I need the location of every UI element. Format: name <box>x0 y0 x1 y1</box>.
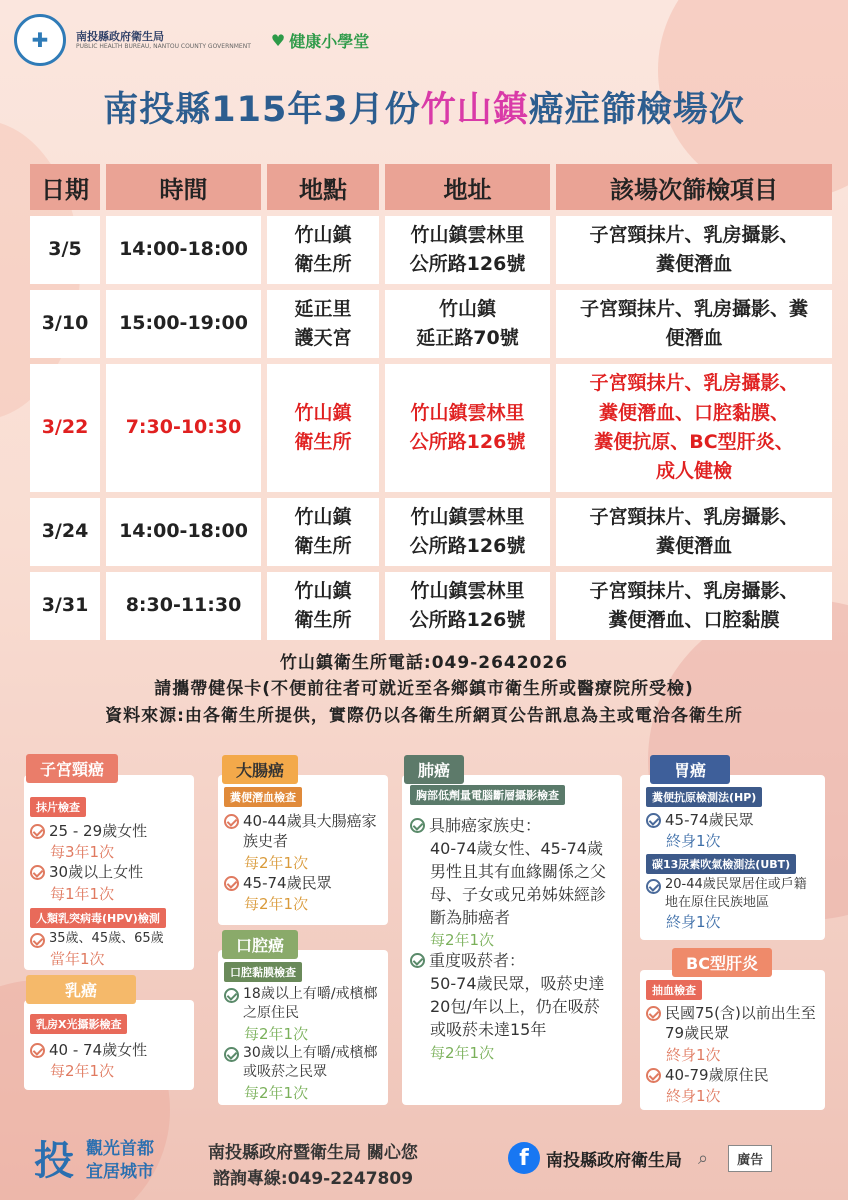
frequency-text: 終身1次 <box>666 913 721 932</box>
frequency-text: 每1年1次 <box>50 884 115 903</box>
criteria-text: 重度吸菸者： <box>429 951 526 971</box>
header-items: 該場次篩檢項目 <box>556 164 832 210</box>
cell-time: 7:30-10:30 <box>106 364 261 492</box>
cell-address: 竹山鎮雲林里 公所路126號 <box>385 498 550 566</box>
cell-time: 14:00-18:00 <box>106 498 261 566</box>
cell-date: 3/5 <box>30 216 100 284</box>
table-row-highlighted <box>30 364 832 492</box>
fobt-tag: 糞便潛血檢查 <box>224 787 302 807</box>
table-row <box>30 498 832 566</box>
ad-label: 廣告 <box>728 1145 772 1172</box>
frequency-text: 終身1次 <box>666 1086 721 1105</box>
cell-date: 3/31 <box>30 572 100 640</box>
check-icon <box>410 818 425 833</box>
org-name: 南投縣政府衛生局 PUBLIC HEALTH BUREAU, NANTOU COUNTY GOVERNMENT <box>76 29 251 50</box>
colon-title: 大腸癌 <box>222 755 298 784</box>
check-icon <box>646 1006 661 1021</box>
cell-place: 竹山鎮 衛生所 <box>267 498 379 566</box>
facebook-page-name: 南投縣政府衛生局 <box>546 1150 682 1171</box>
frequency-text: 每2年1次 <box>430 1043 495 1062</box>
table-header-row <box>30 164 832 210</box>
header-date: 日期 <box>30 164 100 210</box>
ubt-tag: 碳13尿素吹氣檢測法(UBT) <box>646 854 796 874</box>
check-icon <box>224 814 239 829</box>
criteria-text: 具肺癌家族史： <box>429 816 542 835</box>
check-icon <box>30 1043 45 1058</box>
criteria-detail: 40-74歲女性、45-74歲男性且其有血緣關係之父母、子女或兄弟姊妹經診斷為肺癌者 <box>430 838 607 928</box>
health-class-label: ♥ 健康小學堂 <box>270 30 370 51</box>
header-time: 時間 <box>106 164 261 210</box>
cell-time: 15:00-19:00 <box>106 290 261 358</box>
bureau-logo-icon: ✚ <box>14 14 66 66</box>
page-title: 南投縣115年3月份竹山鎮癌症篩檢場次 <box>103 90 745 130</box>
hpv-tag: 人類乳突病毒(HPV)檢測 <box>30 908 166 928</box>
oral-title: 口腔癌 <box>222 930 298 959</box>
frequency-text: 每3年1次 <box>50 843 115 862</box>
breast-cancer-card <box>24 1000 194 1090</box>
nantou-badge: 投 <box>34 1138 74 1184</box>
cell-address: 竹山鎮雲林里 公所路126號 <box>385 572 550 640</box>
oral-cancer-card <box>218 950 388 1105</box>
cell-items: 子宮頸抹片、乳房攝影、 糞便潛血 <box>556 216 832 284</box>
cell-date: 3/22 <box>30 364 100 492</box>
breast-title: 乳癌 <box>26 975 136 1004</box>
criteria-text: 民國75(含)以前出生至79歲民眾 <box>665 1004 816 1043</box>
header-place: 地點 <box>267 164 379 210</box>
mammogram-tag: 乳房X光攝影檢查 <box>30 1014 127 1034</box>
colon-cancer-card <box>218 775 388 925</box>
table-row <box>30 290 832 358</box>
cervical-cancer-card <box>24 775 194 970</box>
frequency-text: 每2年1次 <box>244 853 309 872</box>
criteria-text: 45-74歲民眾 <box>243 873 332 892</box>
check-icon <box>646 879 661 894</box>
clinic-phone: 竹山鎮衛生所電話:049-2642026 <box>279 653 569 673</box>
hepatitis-card <box>640 970 825 1110</box>
criteria-text: 25 - 29歲女性 <box>49 822 148 840</box>
frequency-text: 每2年1次 <box>244 1083 309 1102</box>
criteria-text: 18歲以上有嚼/戒檳榔之原住民 <box>243 986 378 1021</box>
cell-address: 竹山鎮雲林里 公所路126號 <box>385 364 550 492</box>
oral-mucosa-tag: 口腔黏膜檢查 <box>224 962 302 982</box>
frequency-text: 終身1次 <box>666 1045 721 1064</box>
frequency-text: 終身1次 <box>666 832 721 851</box>
frequency-text: 每2年1次 <box>244 1024 309 1043</box>
contact-info <box>0 650 848 729</box>
cell-items: 子宮頸抹片、乳房攝影、 糞便潛血、口腔黏膜 <box>556 572 832 640</box>
check-icon <box>224 988 239 1003</box>
pap-smear-tag: 抹片檢查 <box>30 797 86 817</box>
criteria-text: 45-74歲民眾 <box>665 811 754 829</box>
criteria-detail: 50-74歲民眾，吸菸史達20包/年以上，仍在吸菸或吸菸未達15年 <box>430 973 605 1040</box>
cell-items: 子宮頸抹片、乳房攝影、 糞便潛血、口腔黏膜、 糞便抗原、BC型肝炎、 成人健檢 <box>556 364 832 492</box>
schedule-table <box>24 158 838 646</box>
criteria-text: 30歲以上女性 <box>49 863 144 882</box>
cell-place: 延正里 護天宮 <box>267 290 379 358</box>
bring-card-note: 請攜帶健保卡(不便前往者可就近至各鄉鎮市衛生所或醫療院所受檢) <box>154 679 694 700</box>
criteria-text: 20-44歲民眾居住或戶籍地在原住民族地區 <box>665 877 807 910</box>
stomach-cancer-card <box>640 775 825 940</box>
check-icon <box>30 865 45 880</box>
check-icon <box>30 824 45 839</box>
criteria-text: 30歲以上有嚼/戒檳榔或吸菸之民眾 <box>243 1044 378 1080</box>
cell-address: 竹山鎮雲林里 公所路126號 <box>385 216 550 284</box>
criteria-text: 35歲、45歲、65歲 <box>49 930 164 946</box>
cervical-title: 子宮頸癌 <box>26 754 118 783</box>
check-icon <box>646 813 661 828</box>
footer-org: 南投縣政府暨衛生局 關心您 諮詢專線:049-2247809 <box>208 1143 418 1190</box>
check-icon <box>410 953 425 968</box>
frequency-text: 每2年1次 <box>50 1062 115 1081</box>
frequency-text: 每2年1次 <box>430 931 495 950</box>
lung-title: 肺癌 <box>404 755 464 784</box>
check-icon <box>224 876 239 891</box>
data-source-note: 資料來源:由各衛生所提供，實際仍以各衛生所網頁公告訊息為主或電洽各衛生所 <box>105 705 743 726</box>
hepatitis-title: BC型肝炎 <box>672 948 772 977</box>
criteria-text: 40-44歲具大腸癌家族史者 <box>243 812 377 851</box>
slogan: 觀光首都 宜居城市 <box>86 1139 154 1182</box>
cell-time: 8:30-11:30 <box>106 572 261 640</box>
cell-address: 竹山鎮 延正路70號 <box>385 290 550 358</box>
cell-items: 子宮頸抹片、乳房攝影、 糞便潛血 <box>556 498 832 566</box>
check-icon <box>646 1068 661 1083</box>
search-icon[interactable]: ⌕ <box>698 1147 709 1169</box>
lung-cancer-card <box>402 775 622 1105</box>
ldct-tag: 胸部低劑量電腦斷層攝影檢查 <box>410 785 565 805</box>
header <box>14 14 369 66</box>
facebook-search-bar[interactable] <box>508 1142 772 1174</box>
cell-date: 3/24 <box>30 498 100 566</box>
cell-date: 3/10 <box>30 290 100 358</box>
cell-items: 子宮頸抹片、乳房攝影、糞 便潛血 <box>556 290 832 358</box>
table-row <box>30 572 832 640</box>
criteria-text: 40 - 74歲女性 <box>49 1041 148 1059</box>
heart-icon: ♥ <box>270 30 286 50</box>
stomach-title: 胃癌 <box>650 755 730 784</box>
cell-time: 14:00-18:00 <box>106 216 261 284</box>
frequency-text: 每2年1次 <box>244 894 309 913</box>
frequency-text: 當年1次 <box>50 949 105 968</box>
criteria-text: 40-79歲原住民 <box>665 1065 769 1084</box>
footer <box>0 1130 848 1200</box>
cell-place: 竹山鎮 衛生所 <box>267 572 379 640</box>
header-address: 地址 <box>385 164 550 210</box>
table-row <box>30 216 832 284</box>
check-icon <box>224 1047 239 1062</box>
check-icon <box>30 933 45 948</box>
hp-antigen-tag: 糞便抗原檢測法(HP) <box>646 787 762 807</box>
cell-place: 竹山鎮 衛生所 <box>267 216 379 284</box>
cell-place: 竹山鎮 衛生所 <box>267 364 379 492</box>
blood-test-tag: 抽血檢查 <box>646 980 702 1000</box>
facebook-icon: f <box>508 1142 540 1174</box>
